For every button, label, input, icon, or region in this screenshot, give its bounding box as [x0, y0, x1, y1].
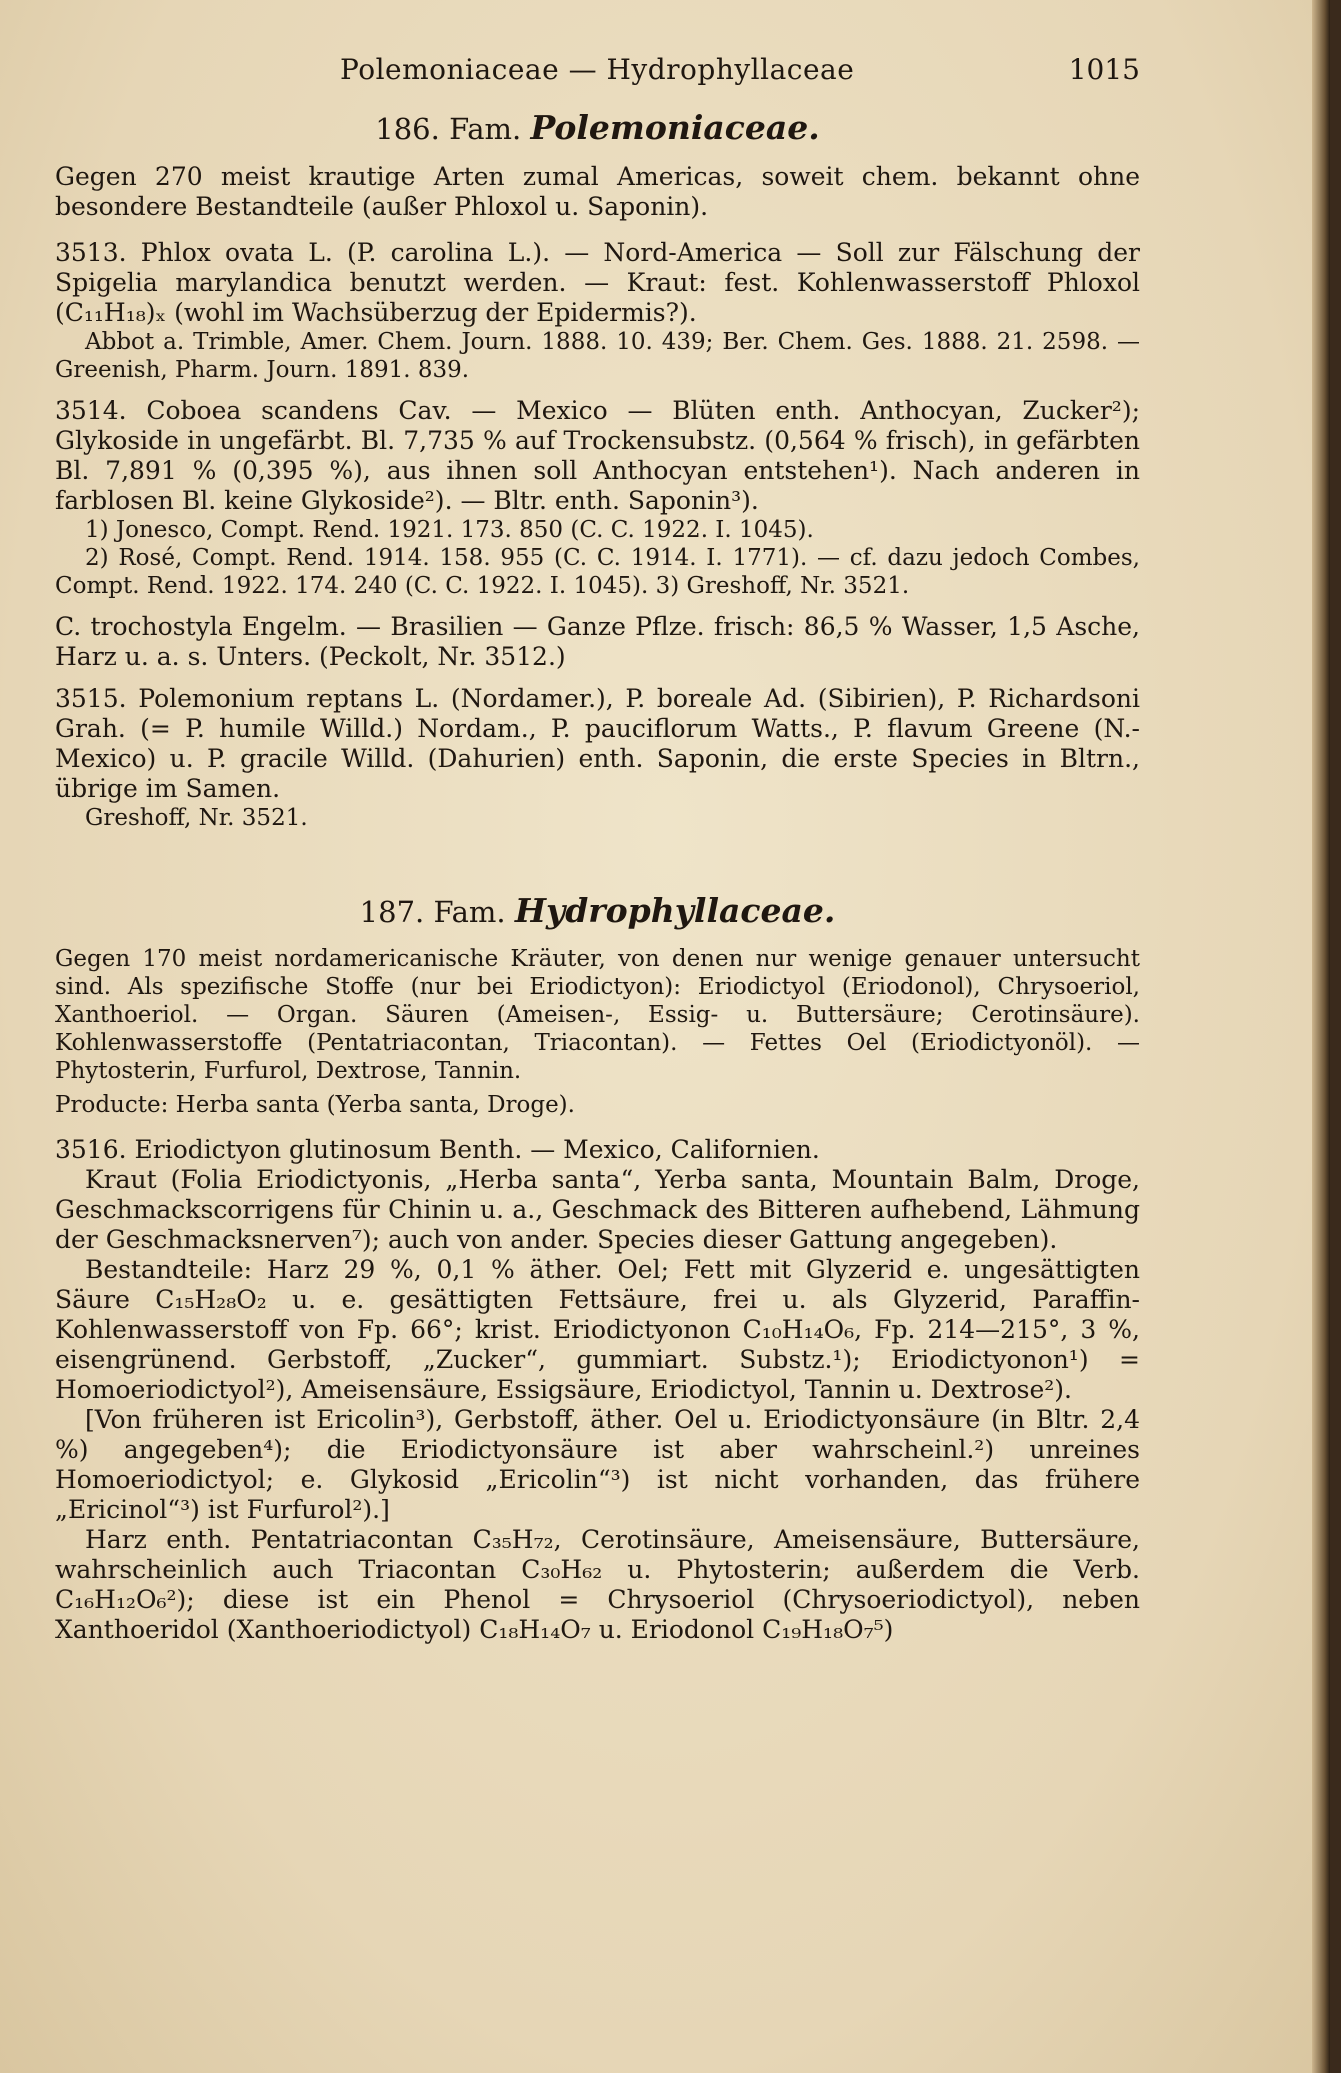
- family-name: Polemoniaceae.: [530, 108, 820, 147]
- page-number: 1015: [1068, 53, 1140, 86]
- entry-paragraph: Harz enth. Pentatriacontan C₃₅H₇₂, Cerotinsäure, Ameisensäure, Buttersäure, wahrscheinlich auch Triacontan C₃₀H₆₂ u. Phytosterin; außerdem die Verb. C₁₆H₁₂O₆²); diese ist ein Phenol = Chrysoeriol (Chrysoeriodictyol), neben Xanthoeridol (Xanthoeriodictyol) C₁₈H₁₄O₇ u. Eriodonol C₁₉H₁₈O₇⁵): [55, 1525, 1140, 1644]
- entry-paragraph: Bestandteile: Harz 29 %, 0,1 % äther. Oel; Fett mit Glyzerid e. ungesättigten Säure C₁₅H₂₈O₂ u. e. gesättigten Fettsäure, frei u. als Glyzerid, Paraffin-Kohlenwasserstoff von Fp. 66°; krist. Eriodictyonon C₁₀H₁₄O₆, Fp. 214—215°, 3 %, eisengrünend. Gerbstoff, „Zucker“, gummiart. Substz.¹); Eriodictyonon¹) = Homoeriodictyol²), Ameisensäure, Essigsäure, Eriodictyol, Tannin u. Dextrose²).: [55, 1255, 1140, 1404]
- running-head: [55, 55, 1140, 85]
- reference: Abbot a. Trimble, Amer. Chem. Journ. 1888. 10. 439; Ber. Chem. Ges. 1888. 21. 2598. — Greenish, Pharm. Journ. 1891. 839.: [55, 329, 1140, 383]
- species-entry: [55, 1135, 1140, 1645]
- products-line: Producte: Herba santa (Yerba santa, Droge).: [55, 1092, 575, 1118]
- page-content: [55, 55, 1140, 1657]
- family-number: 187. Fam.: [359, 895, 506, 929]
- species-entry: [55, 238, 1140, 384]
- entry-paragraph: Kraut (Folia Eriodictyonis, „Herba santa“, Yerba santa, Mountain Balm, Droge, Geschmackscorrigens für Chinin u. a., Geschmack des Bitteren aufhebend, Lähmung der Geschmacksnerven⁷); auch von ander. Species dieser Gattung angegeben).: [55, 1165, 1140, 1254]
- family-name: Hydrophyllaceae.: [514, 891, 836, 930]
- footnote: 2) Rosé, Compt. Rend. 1914. 158. 955 (C. C. 1914. I. 1771). — cf. dazu jedoch Combes, Compt. Rend. 1922. 174. 240 (C. C. 1922. I. 1045). 3) Greshoff, Nr. 3521.: [55, 545, 1140, 599]
- entry-text: 3515. Polemonium reptans L. (Nordamer.), P. boreale Ad. (Sibirien), P. Richardsoni Grah. (= P. humile Willd.) Nordam., P. pauciflorum Watts., P. flavum Greene (N.-Mexico) u. P. gracile Willd. (Dahurien) enth. Saponin, die erste Species in Bltrn., übrige im Samen.: [55, 684, 1140, 803]
- family-intro: Gegen 170 meist nordamericanische Kräuter, von denen nur wenige genauer untersucht sind. Als spezifische Stoffe (nur bei Eriodictyon): Eriodictyol (Eriodonol), Chrysoeriol, Xanthoeriol. — Organ. Säuren (Ameisen-, Essig- u. Buttersäure; Cerotinsäure). Kohlenwasserstoffe (Pentatriacontan, Triacontan). — Fettes Oel (Eriodictyonöl). — Phytosterin, Furfurol, Dextrose, Tannin.: [55, 946, 1140, 1084]
- species-entry: [55, 684, 1140, 832]
- running-head-title: Polemoniaceae — Hydrophyllaceae: [340, 53, 855, 86]
- family-number: 186. Fam.: [375, 112, 522, 146]
- reference: Greshoff, Nr. 3521.: [85, 805, 308, 831]
- entry-paragraph: [Von früheren ist Ericolin³), Gerbstoff, äther. Oel u. Eriodictyonsäure (in Bltr. 2,4 %) angegeben⁴); die Eriodictyonsäure ist aber wahrscheinl.²) unreines Homoeriodictyol; e. Glykosid „Ericolin“³) ist nicht vorhanden, das frühere „Ericinol“³) ist Furfurol²).]: [55, 1405, 1140, 1524]
- entry-text: 3514. Coboea scandens Cav. — Mexico — Blüten enth. Anthocyan, Zucker²); Glykoside in ungefärbt. Bl. 7,735 % auf Trockensubstz. (0,564 % frisch), in gefärbten Bl. 7,891 % (0,395 %), aus ihnen soll Anthocyan entstehen¹). Nach anderen in farblosen Bl. keine Glykoside²). — Bltr. enth. Saponin³).: [55, 396, 1140, 515]
- family-intro: Gegen 270 meist krautige Arten zumal Americas, soweit chem. bekannt ohne besondere Bestandteile (außer Phloxol u. Saponin).: [55, 162, 1140, 221]
- entry-text: C. trochostyla Engelm. — Brasilien — Ganze Pflze. frisch: 86,5 % Wasser, 1,5 Asche, Harz u. a. s. Unters. (Peckolt, Nr. 3512.): [55, 612, 1140, 671]
- section-gap: [55, 844, 1140, 896]
- species-entry: [55, 612, 1140, 672]
- entry-text: 3513. Phlox ovata L. (P. carolina L.). — Nord-America — Soll zur Fälschung der Spigelia marylandica benutzt werden. — Kraut: fest. Kohlenwasserstoff Phloxol (C₁₁H₁₈)ₓ (wohl im Wachsüberzug der Epidermis?).: [55, 238, 1140, 327]
- page-edge: [1312, 0, 1330, 2073]
- species-entry: [55, 396, 1140, 600]
- family-heading-hydrophyllaceae: [55, 891, 1140, 930]
- entry-head: 3516. Eriodictyon glutinosum Benth. — Mexico, Californien.: [55, 1135, 820, 1164]
- family-heading-polemoniaceae: [55, 108, 1140, 147]
- footnote: 1) Jonesco, Compt. Rend. 1921. 173. 850 (C. C. 1922. I. 1045).: [85, 517, 814, 543]
